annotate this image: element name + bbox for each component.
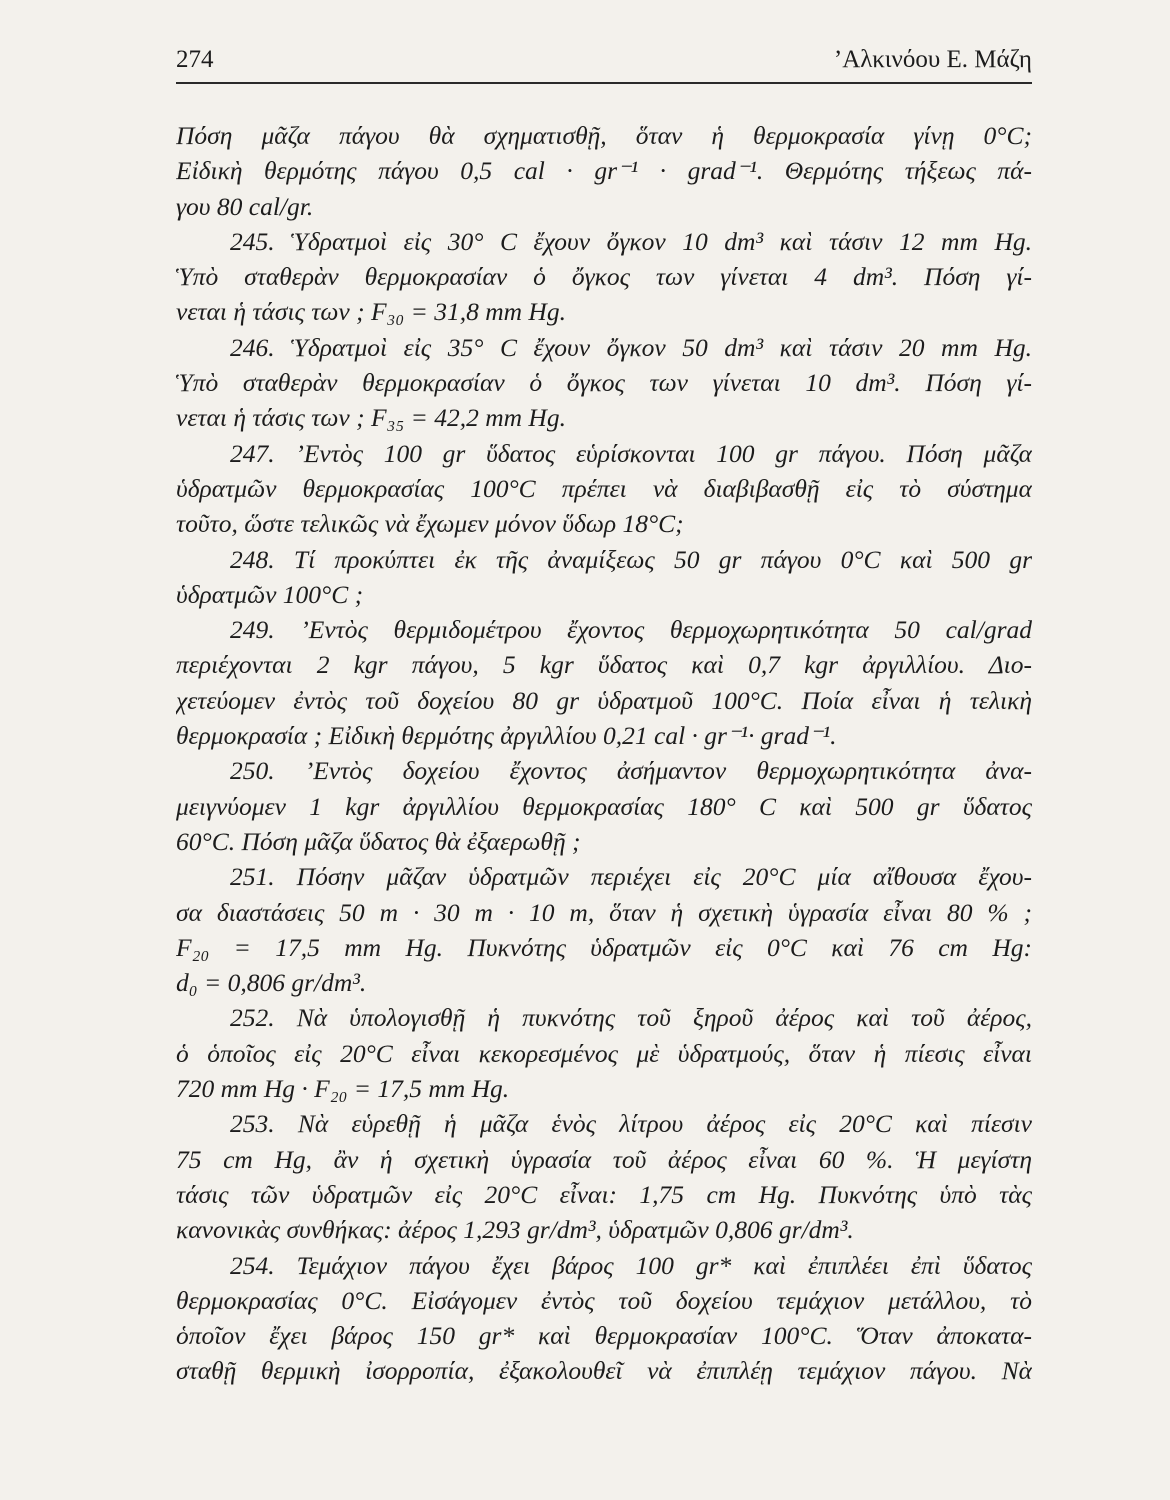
page-number: 274 xyxy=(176,46,214,73)
text-line: 75 cm Hg, ἂν ἡ σχετικὴ ὑγρασία τοῦ ἀέρος εἶναι 60 %. Ἡ μεγίστη xyxy=(176,1144,1032,1174)
problem-245-start: 245. Ὑδρατμοὶ εἰς 30° C ἔχουν ὄγκον 10 dm³ καὶ τάσιν 12 mm Hg. xyxy=(230,226,1032,256)
text-line: ὁποῖον ἔχει βάρος 150 gr* καὶ θερμοκρασίαν 100°C. Ὅταν ἀποκατα- xyxy=(176,1321,1032,1351)
text-line: d₀ = 0,806 gr/dm³. xyxy=(176,968,367,998)
page-body xyxy=(176,118,1032,1389)
text-line: ὁ ὁποῖος εἰς 20°C εἶναι κεκορεσμένος μὲ ὑδρατμούς, ὅταν ἡ πίεσις εἶναι xyxy=(176,1038,1032,1068)
text-line: νεται ἡ τάσις των ; F₃₅ = 42,2 mm Hg. xyxy=(176,403,566,433)
page-header xyxy=(176,46,1032,84)
text-line: τάσις τῶν ὑδρατμῶν εἰς 20°C εἶναι: 1,75 cm Hg. Πυκνότης ὑπὸ τὰς xyxy=(176,1179,1032,1209)
text-line: γου 80 cal/gr. xyxy=(176,191,314,221)
text-line: 60°C. Πόση μᾶζα ὕδατος θὰ ἐξαερωθῇ ; xyxy=(176,826,581,856)
text-line: τοῦτο, ὥστε τελικῶς νὰ ἔχωμεν μόνον ὕδωρ 18°C; xyxy=(176,509,684,539)
problem-252-start: 252. Νὰ ὑπολογισθῇ ἡ πυκνότης τοῦ ξηροῦ ἀέρος καὶ τοῦ ἀέρος, xyxy=(230,1003,1032,1033)
text-line: Ὑπὸ σταθερὰν θερμοκρασίαν ὁ ὄγκος των γίνεται 10 dm³. Πόση γί- xyxy=(176,368,1032,398)
text-line: 720 mm Hg · F₂₀ = 17,5 mm Hg. xyxy=(176,1074,510,1104)
problem-248-start: 248. Τί προκύπτει ἐκ τῆς ἀναμίξεως 50 gr πάγου 0°C καὶ 500 gr xyxy=(230,544,1032,574)
text-line: θερμοκρασίας 0°C. Εἰσάγομεν ἐντὸς τοῦ δοχείου τεμάχιον μετάλλου, τὸ xyxy=(176,1285,1032,1315)
problem-247-start: 247. ’Εντὸς 100 gr ὕδατος εὑρίσκονται 100 gr πάγου. Πόση μᾶζα xyxy=(230,438,1032,468)
text-line: χετεύομεν ἐντὸς τοῦ δοχείου 80 gr ὑδρατμοῦ 100°C. Ποία εἶναι ἡ τελικὴ xyxy=(176,685,1032,715)
text-line: κανονικὰς συνθήκας: ἀέρος 1,293 gr/dm³, ὑδρατμῶν 0,806 gr/dm³. xyxy=(176,1215,854,1245)
text-line: ὑδρατμῶν θερμοκρασίας 100°C πρέπει νὰ διαβιβασθῇ εἰς τὸ σύστημα xyxy=(176,473,1032,503)
text-line: σταθῇ θερμικὴ ἰσορροπία, ἐξακολουθεῖ νὰ ἐπιπλέῃ τεμάχιον πάγου. Νὰ xyxy=(176,1356,1032,1386)
problem-251-start: 251. Πόσην μᾶζαν ὑδρατμῶν περιέχει εἰς 20°C μία αἴθουσα ἔχου- xyxy=(230,862,1032,892)
text-line: θερμοκρασία ; Εἰδικὴ θερμότης ἀργιλλίου 0,21 cal · gr⁻¹· grad⁻¹. xyxy=(176,721,837,751)
text-line: περιέχονται 2 kgr πάγου, 5 kgr ὕδατος καὶ 0,7 kgr ἀργιλλίου. Διο- xyxy=(176,650,1032,680)
text-line: νεται ἡ τάσις των ; F₃₀ = 31,8 mm Hg. xyxy=(176,297,566,327)
problem-246-start: 246. Ὑδρατμοὶ εἰς 35° C ἔχουν ὄγκον 50 dm³ καὶ τάσιν 20 mm Hg. xyxy=(230,332,1032,362)
problem-253-start: 253. Νὰ εὑρεθῇ ἡ μᾶζα ἑνὸς λίτρου ἀέρος εἰς 20°C καὶ πίεσιν xyxy=(230,1109,1032,1139)
text-line: Εἰδικὴ θερμότης πάγου 0,5 cal · gr⁻¹ · grad⁻¹. Θερμότης τήξεως πά- xyxy=(176,156,1032,186)
problem-250-start: 250. ’Εντὸς δοχείου ἔχοντος ἀσήμαντον θερμοχωρητικότητα ἀνα- xyxy=(230,756,1032,786)
text-line: Ὑπὸ σταθερὰν θερμοκρασίαν ὁ ὄγκος των γίνεται 4 dm³. Πόση γί- xyxy=(176,262,1032,292)
text-line: μειγνύομεν 1 kgr ἀργιλλίου θερμοκρασίας 180° C καὶ 500 gr ὕδατος xyxy=(176,791,1032,821)
text-line: σα διαστάσεις 50 m · 30 m · 10 m, ὅταν ἡ σχετικὴ ὑγρασία εἶναι 80 % ; xyxy=(176,897,1032,927)
running-title: ’Αλκινόου Ε. Μάζη xyxy=(833,46,1032,73)
text-line: ὑδρατμῶν 100°C ; xyxy=(176,579,364,609)
text-line: F₂₀ = 17,5 mm Hg. Πυκνότης ὑδρατμῶν εἰς 0°C καὶ 76 cm Hg: xyxy=(176,932,1032,962)
text-line: Πόση μᾶζα πάγου θὰ σχηματισθῇ, ὅταν ἡ θερμοκρασία γίνῃ 0°C; xyxy=(176,121,1032,150)
problem-249-start: 249. ’Εντὸς θερμιδομέτρου ἔχοντος θερμοχωρητικότητα 50 cal/grad xyxy=(230,615,1032,645)
problem-254-start: 254. Τεμάχιον πάγου ἔχει βάρος 100 gr* καὶ ἐπιπλέει ἐπὶ ὕδατος xyxy=(230,1250,1032,1280)
